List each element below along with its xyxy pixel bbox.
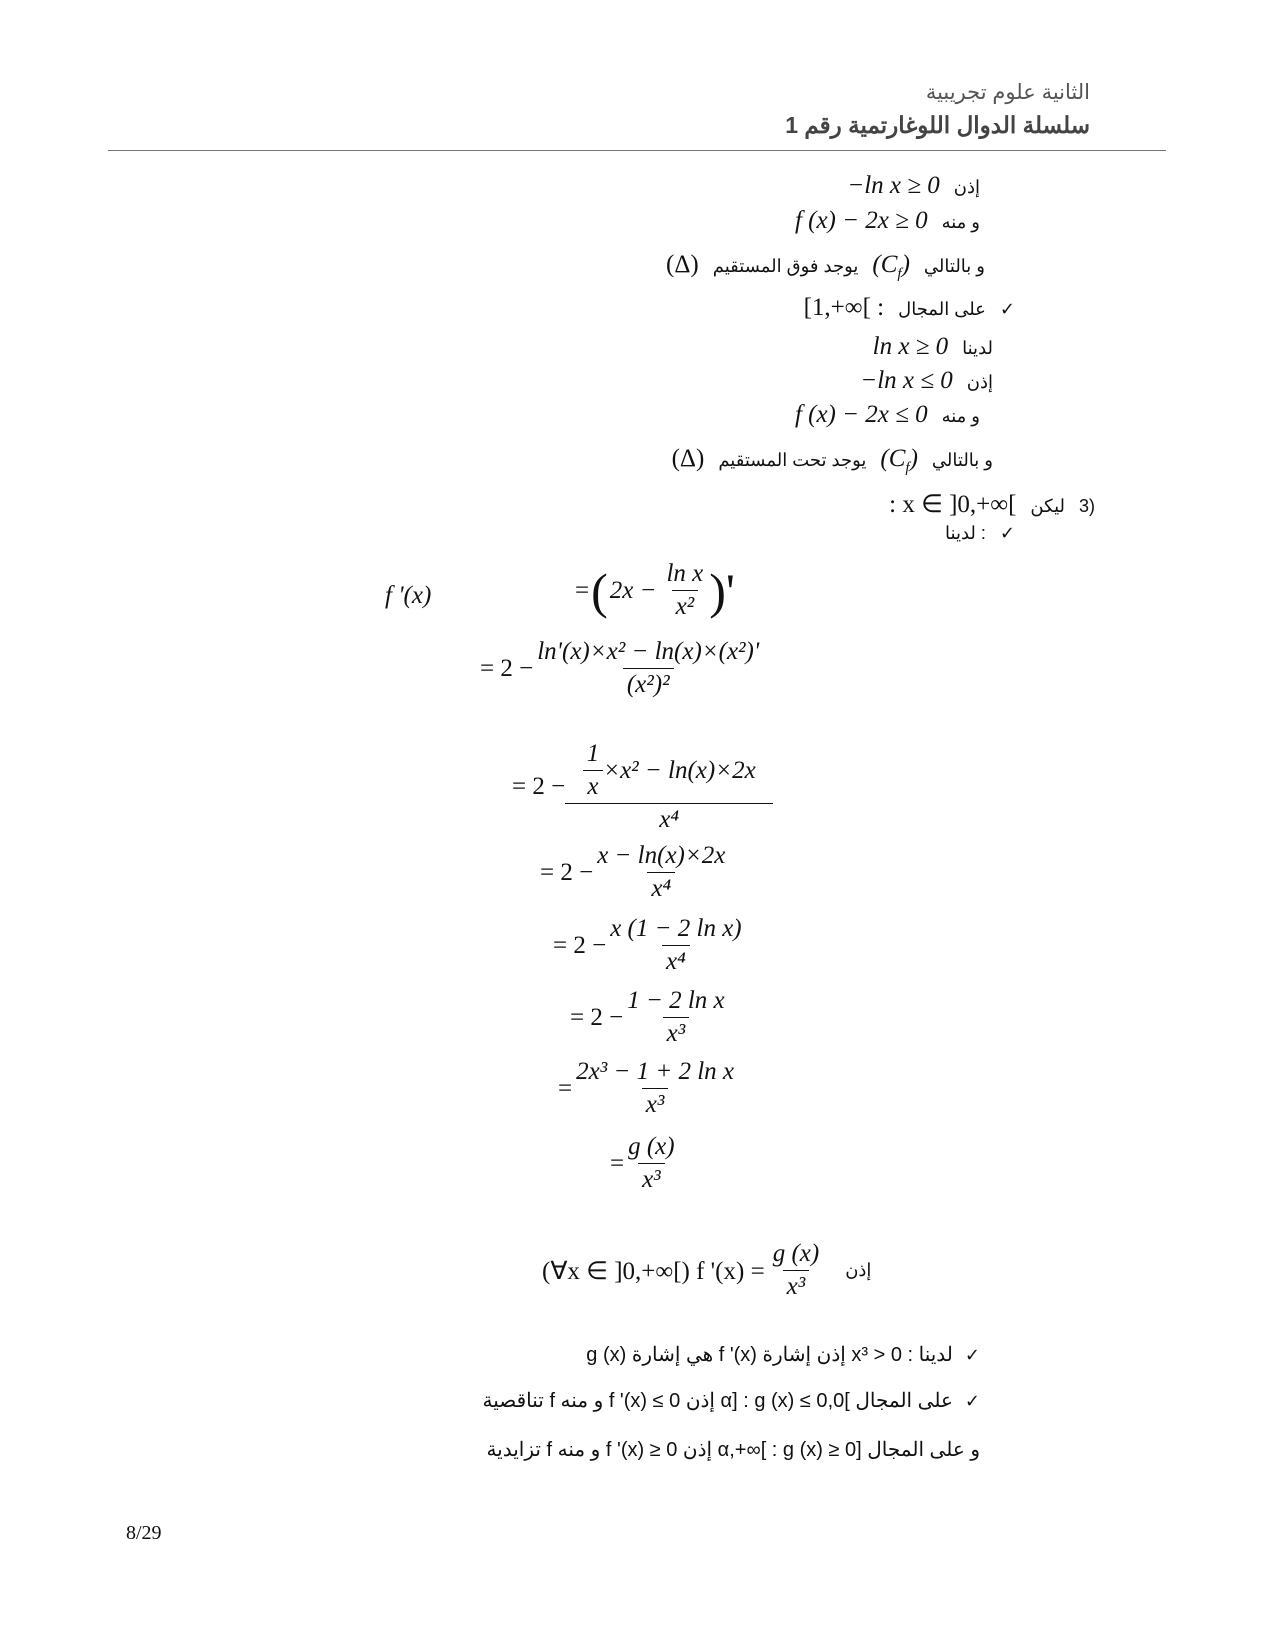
checkmark-icon: ✓ xyxy=(999,523,1015,544)
conclusion-math: (∀x ∈ ]0,+∞[) f '(x) = xyxy=(542,1257,765,1285)
line-6-arabic: إذن xyxy=(966,372,993,392)
line-10-arabic: لدينا : xyxy=(945,523,986,543)
checkmark-icon: ✓ xyxy=(964,1345,980,1366)
checkmark-icon: ✓ xyxy=(999,299,1015,320)
line-7-math: f (x) − 2x ≤ 0 xyxy=(794,401,928,428)
line-2-math: f (x) − 2x ≥ 0 xyxy=(794,207,928,234)
question-number: 3) xyxy=(1078,496,1095,516)
line-7-arabic: و منه xyxy=(941,406,980,426)
derivative-lhs: f '(x) xyxy=(385,582,432,609)
line-7 xyxy=(795,401,980,429)
line-5-arabic: لدينا xyxy=(962,338,993,358)
line-8 xyxy=(672,445,993,477)
line-8-delta: (Δ) xyxy=(671,445,705,472)
line-2-arabic: و منه xyxy=(941,212,980,232)
line-3-delta: (Δ) xyxy=(666,251,699,278)
bullet-3 xyxy=(486,1437,980,1462)
line-5-math: ln x ≥ 0 xyxy=(872,333,949,360)
bullet-1-text: لدينا : x³ > 0 إذن إشارة f '(x) هي إشارة g (x) xyxy=(586,1344,953,1366)
header-level: الثانية علوم تجريبية xyxy=(925,81,1090,104)
line-2 xyxy=(795,207,980,235)
line-6 xyxy=(860,367,993,395)
bullet-3-text: و على المجال [α,+∞[ : g (x) ≥ 0 إذن f '(x) ≥ 0 و منه f تزايدية xyxy=(486,1439,980,1461)
conclusion: (∀x ∈ ]0,+∞[) f '(x) = $\frac{g (x)}{\text{x³}}$ إذن xyxy=(542,1240,872,1300)
line-9-arabic: ليكن xyxy=(1030,496,1065,516)
step-4: = 2 − $\frac{x - \ln(x)\times 2x}{\text{x⁴}}$ xyxy=(540,842,726,902)
bullet-2 xyxy=(483,1388,980,1413)
line-9-math: : x ∈ ]0,+∞[ xyxy=(889,491,1017,518)
line-3-arabic-a: و بالتالي xyxy=(923,256,985,276)
page-number: 8/29 xyxy=(126,1522,162,1544)
line-4-arabic: على المجال xyxy=(898,299,986,319)
step-1: = ( 2x − $\frac{\text{ln x}}{\text{x²}}$ )' xyxy=(575,560,735,620)
line-5 xyxy=(873,333,993,361)
line-3-arabic-b: يوجد فوق المستقيم xyxy=(712,256,859,276)
line-1-arabic: إذن xyxy=(953,177,980,197)
step-2: = 2 − $\frac{\text{ln'(x)×x² − ln(x)×(x²)'}}{\text{(x²)²}}$ xyxy=(480,638,760,698)
bullet-2-text: على المجال ]0,α] : g (x) ≤ 0 إذن f '(x) ≤ 0 و منه f تناقصية xyxy=(482,1390,953,1412)
line-1-math: −ln x ≥ 0 xyxy=(847,172,940,199)
step-5: = 2 − $\frac{\text{x (1 − 2 ln x)}}{\text{x⁴}}$ xyxy=(553,915,742,975)
header-series-title: سلسلة الدوال اللوغارتمية رقم 1 xyxy=(785,112,1090,138)
step-8: = $\frac{g (x)}{\text{x³}}$ xyxy=(610,1133,675,1193)
step-6: = 2 − $\frac{\text{1 − 2 ln x}}{\text{x³}}$ xyxy=(570,987,725,1047)
line-4-math: [1,+∞[ : xyxy=(803,294,885,321)
step-3: = 2 − $\frac{1}{x}$ ×x² − ln(x)×2x x⁴ xyxy=(512,740,773,834)
line-4 xyxy=(804,294,1015,322)
line-8-curve: $(C_f)$ xyxy=(880,445,918,476)
text-block xyxy=(0,0,1275,560)
line-8-arabic-a: و بالتالي xyxy=(931,450,993,470)
line-3-curve: $(C_f)$ xyxy=(872,251,910,282)
line-10 xyxy=(945,523,1015,544)
line-1 xyxy=(847,172,980,200)
line-8-arabic-b: يوجد تحت المستقيم xyxy=(718,450,867,470)
checkmark-icon: ✓ xyxy=(964,1391,980,1412)
line-3 xyxy=(666,251,985,283)
conclusion-arabic: إذن xyxy=(845,1260,872,1280)
bullet-1 xyxy=(586,1342,980,1367)
step-7: = $\frac{\text{2x³ − 1 + 2 ln x}}{\text{x³}}$ xyxy=(558,1058,734,1118)
line-9 xyxy=(889,489,1095,519)
line-6-math: −ln x ≤ 0 xyxy=(860,367,953,394)
